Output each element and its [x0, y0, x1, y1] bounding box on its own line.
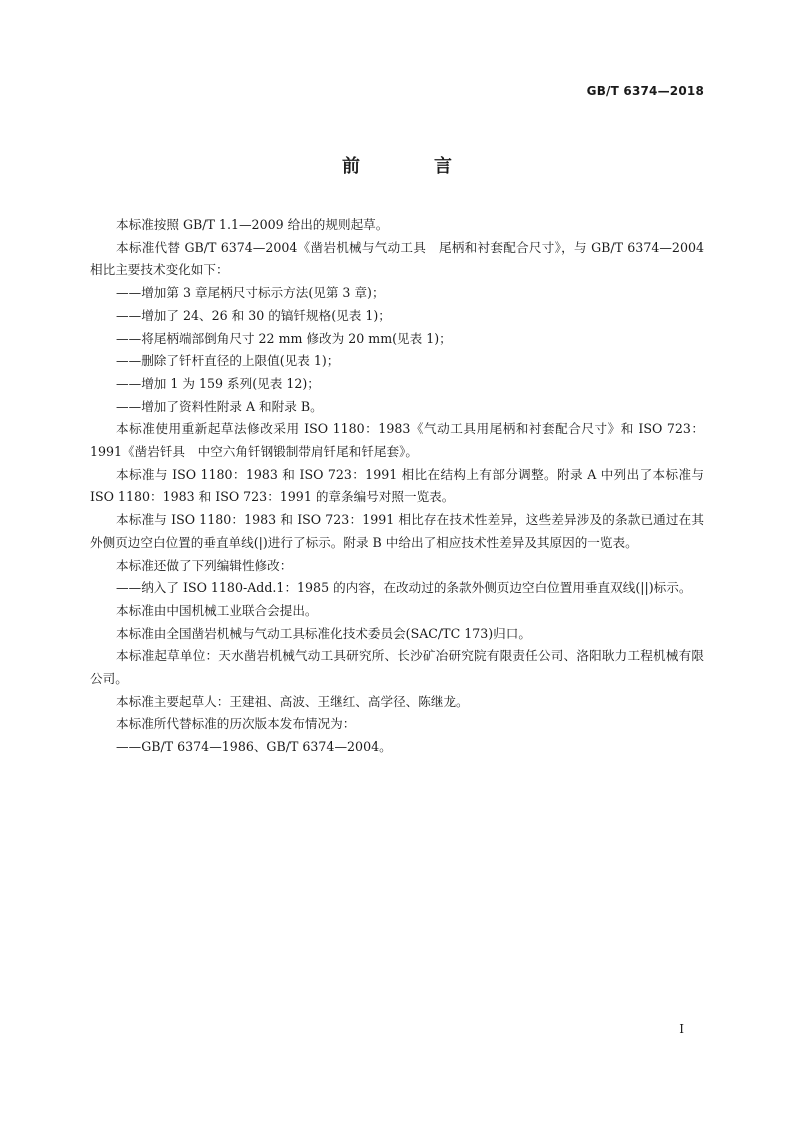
- change-item: ——增加第 3 章尾柄尺寸标示方法(见第 3 章)；: [116, 285, 385, 301]
- foreword-body: [90, 214, 704, 759]
- paragraph-proposed-by: 本标准由中国机械工业联合会提出。: [116, 602, 318, 618]
- paragraph-adoption: 本标准使用重新起草法修改采用 ISO 1180：1983《气动工具用尾柄和衬套配合尺寸》和 ISO 723：1991《凿岩钎具 中空六角钎钢锻制带肩钎尾和钎尾套》。: [90, 421, 704, 460]
- change-item: ——增加了 24、26 和 30 的镐钎规格(见表 1)；: [116, 307, 391, 323]
- paragraph-editorial-intro: 本标准还做了下列编辑性修改：: [116, 557, 293, 573]
- paragraph-replaces: 本标准代替 GB/T 6374—2004《凿岩机械与气动工具 尾柄和衬套配合尺寸》，与 GB/T 6374—2004 相比主要技术变化如下：: [90, 239, 704, 278]
- change-item: ——将尾柄端部倒角尺寸 22 mm 修改为 20 mm(见表 1)；: [116, 330, 452, 346]
- change-item: ——删除了钎杆直径的上限值(见表 1)；: [116, 353, 340, 369]
- change-item: ——增加 1 为 159 系列(见表 12)；: [116, 375, 320, 391]
- editorial-item: ——纳入了 ISO 1180-Add.1：1985 的内容，在改动过的条款外侧页边空白位置用垂直双线(||)标示。: [116, 580, 692, 596]
- paragraph-technical-differences: 本标准与 ISO 1180：1983 和 ISO 723：1991 相比存在技术性差异，这些差异涉及的条款已通过在其外侧页边空白位置的垂直单线(|)进行了标示。附录 B 中给出了相应技术性差异及其原因的一览表。: [90, 512, 704, 550]
- page-title: 前 言: [342, 156, 480, 177]
- change-item: ——增加了资料性附录 A 和附录 B。: [116, 398, 323, 414]
- paragraph-drafting-units: 本标准起草单位：天水凿岩机械气动工具研究所、长沙矿冶研究院有限责任公司、洛阳耿力工程机械有限公司。: [90, 648, 704, 687]
- paragraph-drafters: 本标准主要起草人：王建祖、高波、王继红、高学径、陈继龙。: [116, 693, 469, 709]
- standard-code: GB/T 6374—2018: [586, 84, 704, 98]
- paragraph-drafting-rules: 本标准按照 GB/T 1.1—2009 给出的规则起草。: [116, 217, 389, 232]
- paragraph-history-intro: 本标准所代替标准的历次版本发布情况为：: [116, 716, 356, 732]
- paragraph-under-jurisdiction: 本标准由全国凿岩机械与气动工具标准化技术委员会(SAC/TC 173)归口。: [116, 625, 531, 641]
- paragraph-structure: 本标准与 ISO 1180：1983 和 ISO 723：1991 相比在结构上有部分调整。附录 A 中列出了本标准与 ISO 1180：1983 和 ISO 723：1991 的章条编号对照一览表。: [90, 466, 704, 505]
- history-item: ——GB/T 6374—1986、GB/T 6374—2004。: [116, 739, 392, 755]
- page-number: I: [679, 1022, 684, 1036]
